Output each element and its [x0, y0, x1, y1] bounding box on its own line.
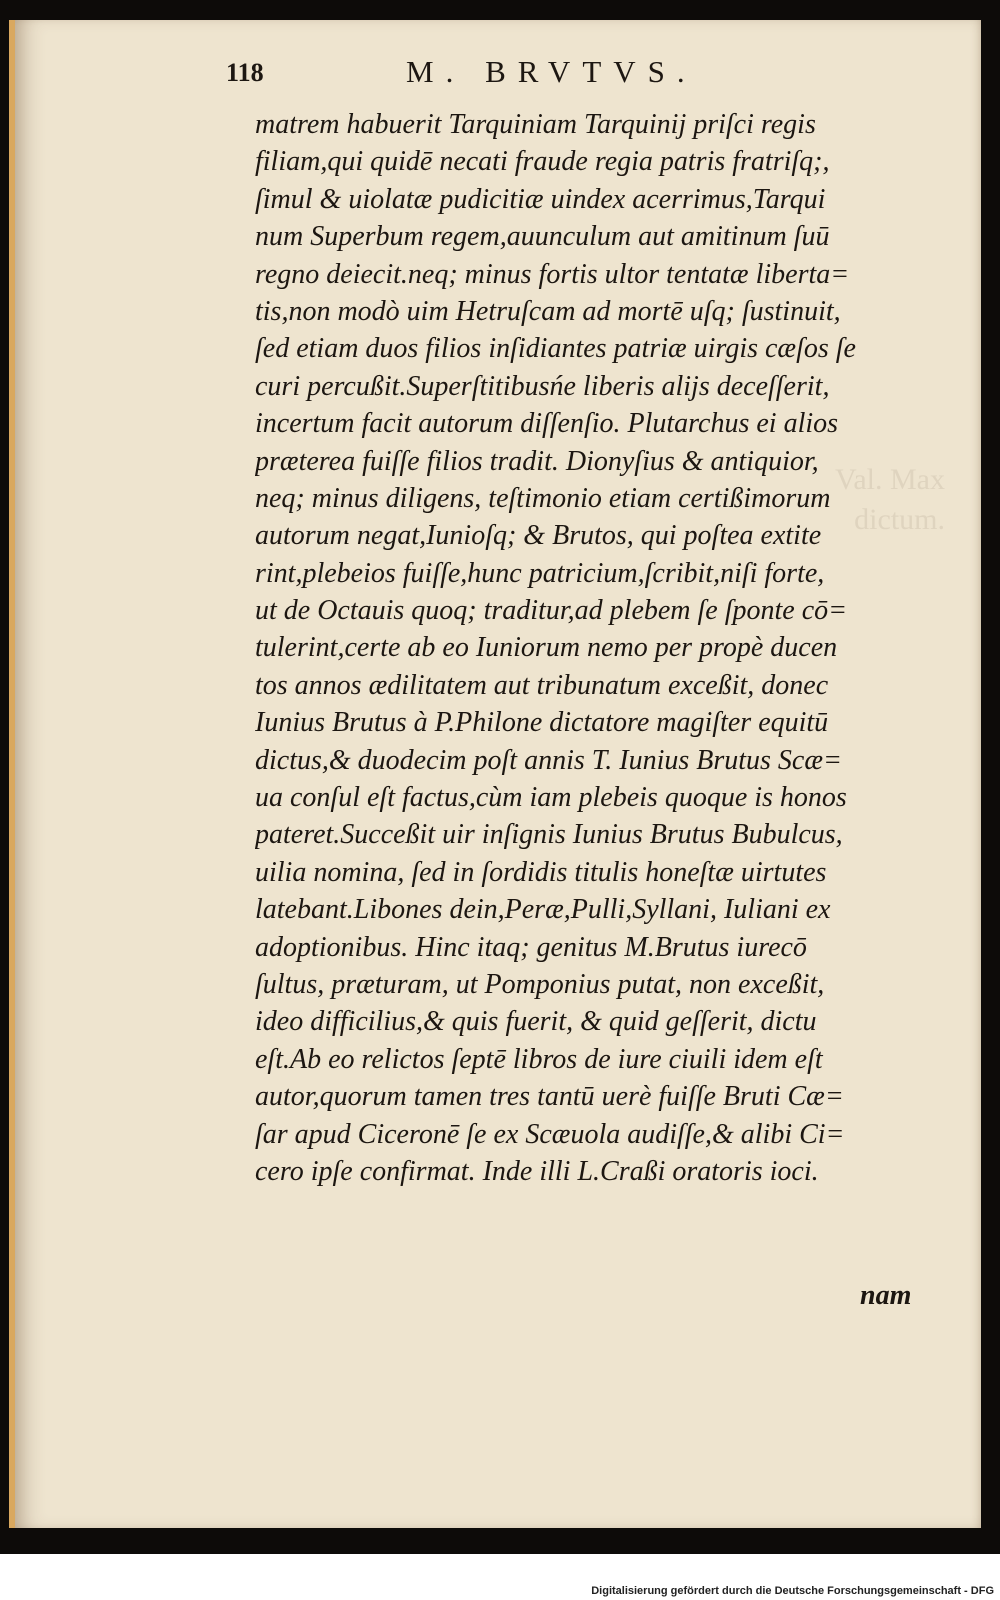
text-line: neq; minus diligens, teſtimonio etiam certißimorum — [255, 482, 831, 514]
show-through-line: Val. Max — [835, 463, 945, 496]
text-line: tulerint,certe ab eo Iuniorum nemo per propè ducen — [255, 632, 838, 664]
footer-bar — [0, 1554, 1000, 1600]
text-line: tis,non modò uim Hetruſcam ad mortē uſq; ſustinuit, — [255, 295, 841, 327]
text-line: cero ipſe confirmat. Inde illi L.Craßi oratoris ioci. — [255, 1155, 819, 1187]
text-line: ſar apud Ciceronē ſe ex Scæuola audiſſe,& alibi Ci= — [255, 1118, 845, 1150]
page-header — [218, 54, 938, 94]
text-line: ut de Octauis quoq; traditur,ad plebem ſe ſponte cō= — [255, 595, 848, 627]
running-head: M. BRVTVS. — [406, 54, 697, 89]
funding-note: Digitalisierung gefördert durch die Deutsche Forschungsgemeinschaft - DFG — [591, 1585, 994, 1597]
text-line: matrem habuerit Tarquiniam Tarquinij priſci regis — [255, 109, 816, 140]
text-line: regno deiecit.neq; minus fortis ultor tentatæ liberta= — [255, 258, 850, 290]
text-line: dictus,& duodecim poſt annis T. Iunius Brutus Scæ= — [255, 744, 842, 776]
text-line: ſed etiam duos filios inſidiantes patriæ uirgis cæſos ſe — [255, 333, 856, 365]
text-line: ſimul & uiolatæ pudicitiæ uindex acerrimus,Tarqui — [255, 183, 826, 215]
text-line: ideo difficilius,& quis fuerit, & quid geſſerit, dictu — [255, 1006, 817, 1038]
text-line: autorum negat,Iunioſq; & Brutos, qui poſtea extite — [255, 520, 822, 552]
text-line: pateret.Succeßit uir inſignis Iunius Brutus Bubulcus, — [255, 819, 843, 851]
text-line: ſultus, præturam, ut Pomponius putat, non exceßit, — [255, 968, 825, 1000]
text-line: tos annos ædilitatem aut tribunatum exceßit, donec — [255, 669, 829, 701]
page-number: 118 — [226, 58, 264, 87]
text-line: ua conſul eſt factus,cùm iam plebeis quoque is honos — [255, 782, 847, 814]
text-line: autor,quorum tamen tres tantū uerè fuiſſe Bruti Cæ= — [255, 1081, 844, 1113]
show-through-line: dictum. — [854, 503, 945, 536]
body-text — [255, 106, 945, 1190]
text-line: eſt.Ab eo relictos ſeptē libros de iure ciuili idem eſt — [255, 1043, 823, 1075]
text-line: curi percußit.Superſtitibusńe liberis alijs deceſſerit, — [255, 370, 830, 402]
text-line: uilia nomina, ſed in ſordidis titulis honeſtæ uirtutes — [255, 856, 827, 888]
text-line: rint,plebeios fuiſſe,hunc patricium,ſcribit,niſi forte, — [255, 557, 825, 589]
text-line: Iunius Brutus à P.Philone dictatore magiſter equitū — [255, 707, 829, 739]
catchword: nam — [860, 1280, 912, 1311]
text-line: incertum facit autorum diſſenſio. Plutarchus ei alios — [255, 408, 839, 440]
text-line: filiam,qui quidē necati fraude regia patris fratriſq;, — [255, 146, 830, 178]
text-line: latebant.Libones dein,Peræ,Pulli,Syllani, Iuliani ex — [255, 894, 831, 926]
text-line: adoptionibus. Hinc itaq; genitus M.Brutus iurecō — [255, 931, 807, 963]
text-line: num Superbum regem,auunculum aut amitinum ſuū — [255, 221, 830, 253]
text-line: præterea fuiſſe filios tradit. Dionyſius & antiquior, — [255, 445, 819, 477]
